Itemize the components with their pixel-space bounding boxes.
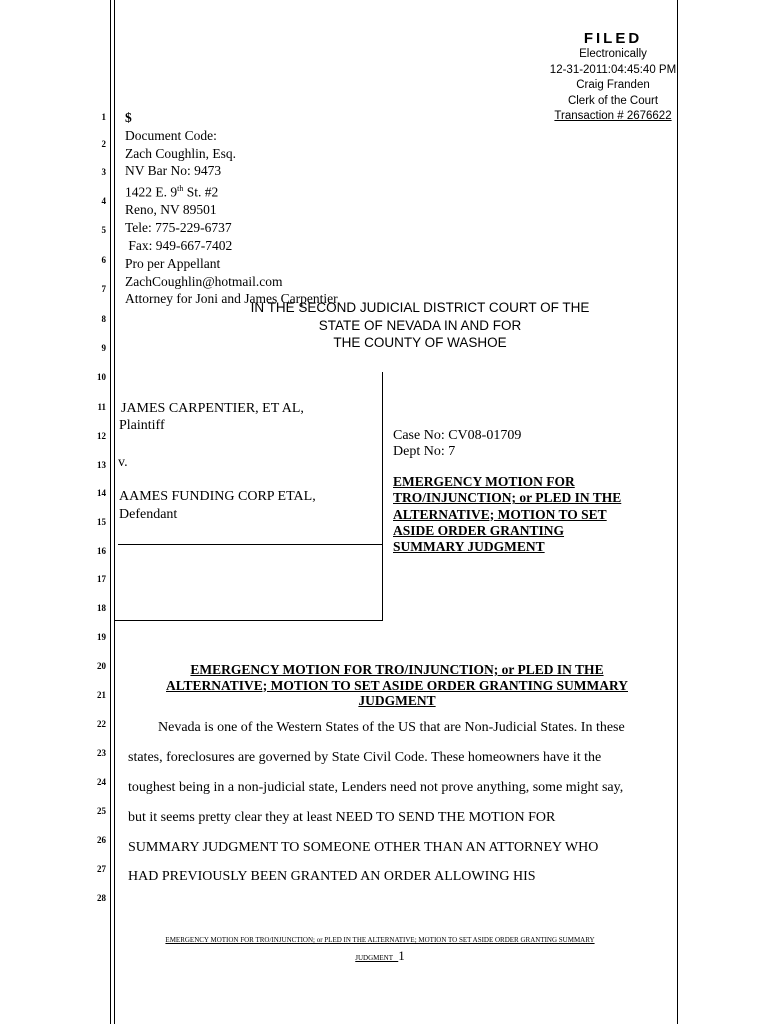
line-number: 12	[97, 431, 106, 441]
caption-motion-title	[393, 474, 621, 555]
line-number: 18	[97, 603, 106, 613]
line-number: 27	[97, 864, 106, 874]
left-margin-line-2	[114, 0, 115, 1024]
caption-motion-line: TRO/INJUNCTION; or PLED IN THE	[393, 490, 622, 506]
attorney-for: Attorney for Joni and James Carpentier	[125, 291, 338, 307]
footer-title-line-2	[130, 948, 630, 966]
body-line-6: HAD PREVIOUSLY BEEN GRANTED AN ORDER ALLOWING HIS	[128, 869, 536, 884]
filed-clerk-title: Clerk of the Court	[567, 94, 659, 107]
line-number: 28	[97, 893, 106, 903]
plaintiff-name: JAMES CARPENTIER, ET AL,	[121, 401, 304, 416]
line-number: 15	[97, 517, 106, 527]
line-number: 26	[97, 835, 106, 845]
address-line-2: Reno, NV 89501	[125, 202, 217, 218]
line-number: 6	[101, 255, 106, 265]
line-number: 17	[97, 574, 106, 584]
case-number: Case No: CV08-01709	[393, 428, 522, 443]
line-number: 7	[101, 284, 106, 294]
dept-number: Dept No: 7	[393, 444, 456, 459]
line-number: 8	[101, 314, 106, 324]
filed-electronically: Electronically	[579, 48, 647, 60]
court-heading	[190, 299, 650, 352]
line-number: 24	[97, 777, 106, 787]
caption-party-divider	[118, 544, 382, 545]
court-line-2: STATE OF NEVADA IN AND FOR	[318, 317, 522, 333]
defendant-label: Defendant	[119, 507, 178, 522]
address-line-1	[125, 180, 425, 201]
line-number: 22	[97, 719, 106, 729]
caption-motion-line: ALTERNATIVE; MOTION TO SET	[393, 506, 607, 522]
motion-title-line-1: EMERGENCY MOTION FOR TRO/INJUNCTION; or PLED IN THE	[190, 662, 604, 677]
line-number: 19	[97, 632, 106, 642]
email: ZachCoughlin@hotmail.com	[125, 273, 283, 289]
page-number: 1	[398, 948, 405, 963]
telephone: Tele: 775-229-6737	[125, 220, 232, 236]
line-number: 11	[97, 402, 106, 412]
line-number: 3	[101, 167, 106, 177]
versus: v.	[118, 455, 128, 470]
line-number: 2	[101, 139, 106, 149]
body-line-4: but it seems pretty clear they at least NEED TO SEND THE MOTION FOR	[128, 810, 556, 825]
body-line-2: states, foreclosures are governed by State Civil Code. These homeowners have it the	[128, 750, 602, 765]
filed-transaction: Transaction # 2676622	[554, 110, 672, 122]
line-number: 4	[101, 196, 106, 206]
body-line-1: Nevada is one of the Western States of the US that are Non-Judicial States. In these	[158, 720, 625, 735]
line-number: 13	[97, 460, 106, 470]
line-number: 10	[97, 372, 106, 382]
bar-number: NV Bar No: 9473	[125, 163, 222, 179]
line-number: 14	[97, 488, 106, 498]
caption-bottom-line	[114, 620, 383, 621]
line-number: 5	[101, 225, 106, 235]
line-number: 21	[97, 690, 106, 700]
left-margin-line-1	[110, 0, 111, 1024]
body-line-3: toughest being in a non-judicial state, Lenders need not prove anything, some might say,	[128, 780, 624, 795]
filed-timestamp: 12-31-2011:04:45:40 PM	[549, 63, 677, 76]
address-ordinal: th	[177, 184, 184, 194]
line-number: 20	[97, 661, 106, 671]
line-number: 16	[97, 546, 106, 556]
caption-motion-line: ASIDE ORDER GRANTING	[393, 522, 565, 538]
body-line-5: SUMMARY JUDGMENT TO SOMEONE OTHER THAN AN ATTORNEY WHO	[128, 840, 599, 855]
caption-motion-line: EMERGENCY MOTION FOR	[393, 474, 575, 489]
filed-stamp	[528, 30, 698, 125]
line-number: 23	[97, 748, 106, 758]
attorney-header	[125, 109, 425, 308]
plaintiff-label: Plaintiff	[119, 418, 165, 433]
dollar-sign: $	[125, 110, 132, 125]
attorney-name: Zach Coughlin, Esq.	[125, 145, 236, 161]
court-line-1: IN THE SECOND JUDICIAL DISTRICT COURT OF THE	[250, 300, 590, 315]
fax: Fax: 949-667-7402	[125, 238, 233, 254]
line-number: 25	[97, 806, 106, 816]
motion-title-line-3: JUDGMENT	[358, 693, 436, 708]
motion-title	[118, 662, 676, 709]
caption-vertical-divider	[382, 372, 383, 621]
caption-motion-line: SUMMARY JUDGMENT	[393, 539, 545, 555]
filed-clerk-name: Craig Franden	[576, 79, 650, 91]
defendant-name: AAMES FUNDING CORP ETAL,	[119, 489, 316, 504]
address-street-number: 1422 E. 9	[125, 184, 178, 200]
line-number: 1	[101, 112, 106, 122]
footer-title-judgment: JUDGMENT	[355, 954, 393, 962]
role: Pro per Appellant	[125, 255, 221, 271]
document-code: Document Code:	[125, 127, 217, 143]
address-street-name: St. #2	[183, 184, 219, 200]
page-footer	[130, 932, 630, 966]
court-line-3: THE COUNTY OF WASHOE	[333, 335, 507, 350]
motion-title-line-2: ALTERNATIVE; MOTION TO SET ASIDE ORDER GRANTING SUMMARY	[166, 677, 628, 693]
filed-title: FILED	[583, 30, 643, 47]
footer-title-line-1: EMERGENCY MOTION FOR TRO/INJUNCTION; or PLED IN THE ALTERNATIVE; MOTION TO SET ASIDE ORDER GRANTING SUMMARY	[165, 936, 595, 944]
line-number: 9	[101, 343, 106, 353]
right-margin-line	[677, 0, 678, 1024]
